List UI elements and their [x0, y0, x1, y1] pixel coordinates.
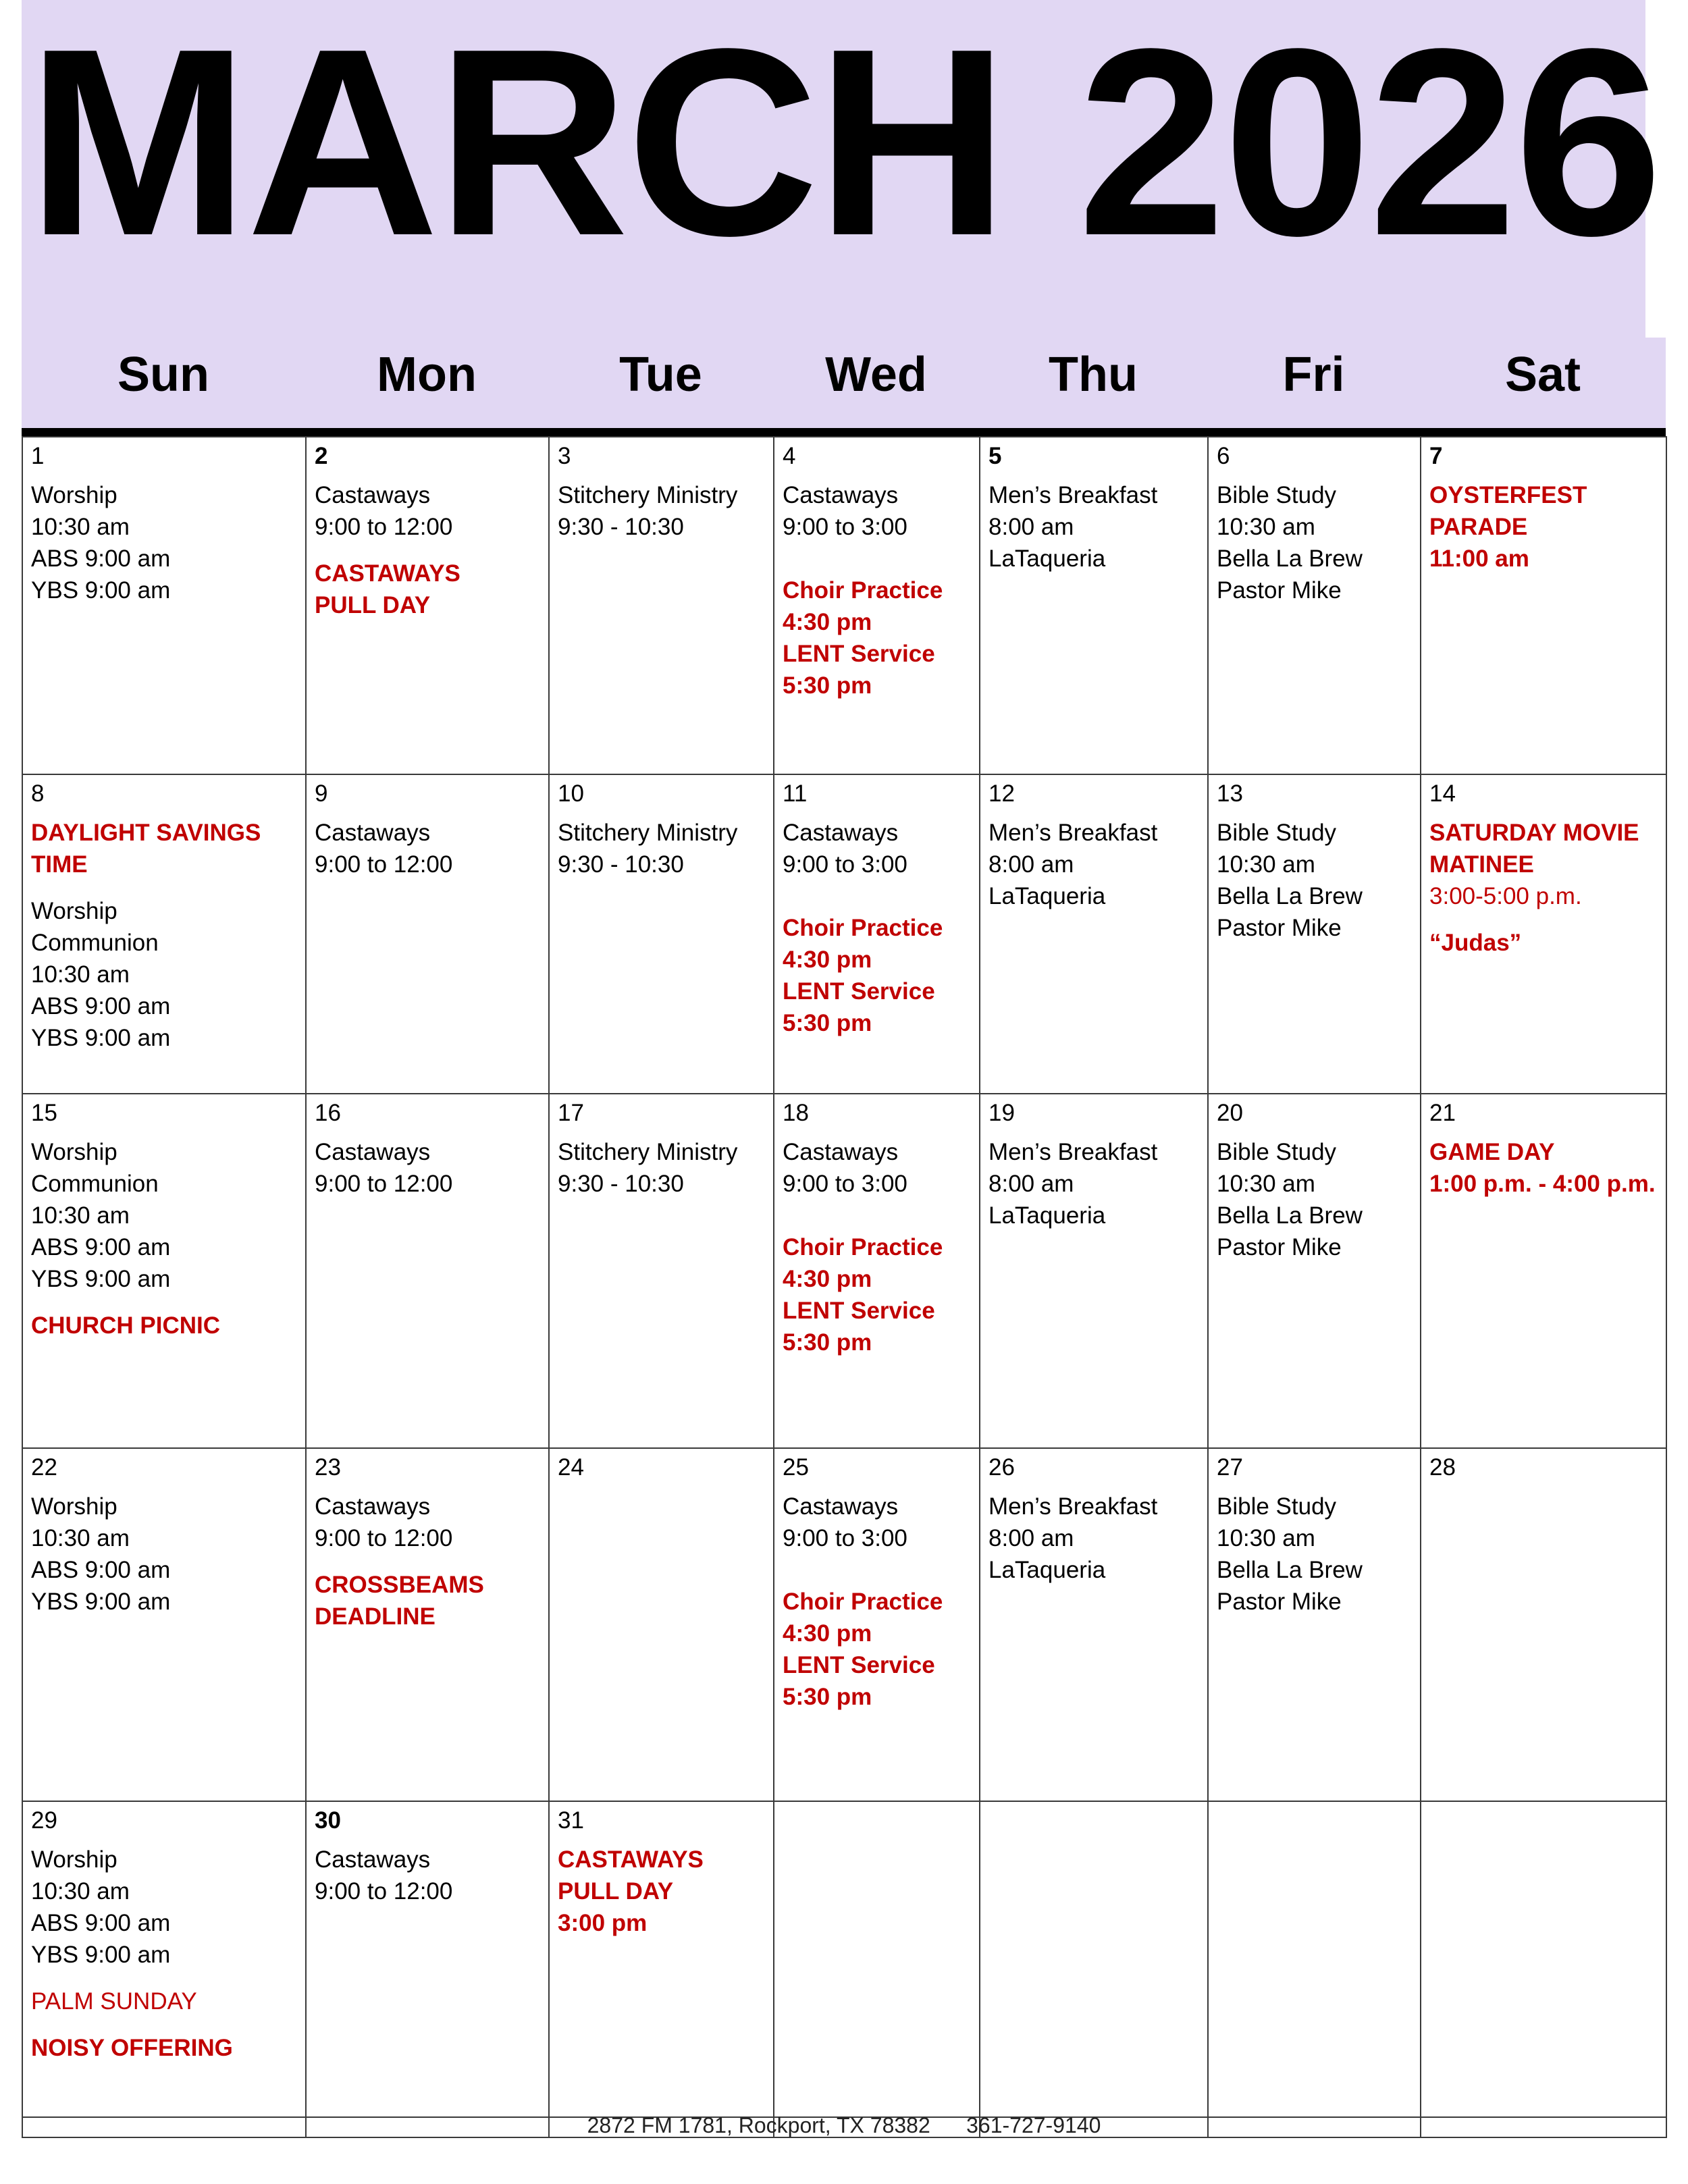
special-event-line: PARADE — [1429, 514, 1528, 540]
week-row — [22, 1094, 1666, 1448]
day-number: 18 — [783, 1100, 809, 1126]
day-number: 20 — [1217, 1100, 1243, 1126]
special-event-line: 5:30 pm — [783, 1329, 872, 1356]
event-line: 9:00 to 3:00 — [783, 851, 907, 878]
day-number — [1429, 1805, 1659, 1844]
event-line: 10:30 am — [1217, 1525, 1315, 1551]
special-event-line: CASTAWAYS — [558, 1846, 704, 1873]
day-number: 6 — [1217, 443, 1230, 469]
spacer — [783, 1554, 972, 1586]
event-line: 9:30 - 10:30 — [558, 851, 684, 878]
church-address: 2872 FM 1781, Rockport, TX 78382 361-727-9140 — [587, 2113, 1101, 2137]
event-line: Men’s Breakfast — [988, 482, 1158, 508]
event-line: Bible Study — [1217, 482, 1337, 508]
day-number: 19 — [988, 1100, 1015, 1126]
day-cell-10 — [549, 774, 774, 1094]
event-line: 9:00 to 3:00 — [783, 1171, 907, 1197]
spacer — [31, 1295, 298, 1310]
day-number: 29 — [31, 1807, 57, 1834]
event-line: Communion — [31, 930, 159, 956]
event-line: Bella La Brew — [1217, 1557, 1363, 1583]
event-line: Castaways — [315, 1139, 431, 1165]
special-event-line: LENT Service — [783, 641, 935, 667]
day-number: 8 — [31, 780, 45, 807]
event-line: Stitchery Ministry — [558, 820, 738, 846]
day-number: 14 — [1429, 780, 1456, 807]
day-number: 28 — [1429, 1454, 1456, 1481]
spacer — [31, 880, 298, 895]
day-cell-16 — [306, 1094, 549, 1448]
week-row — [22, 1801, 1666, 2117]
day-cell-7 — [1421, 437, 1666, 774]
special-event-line: TIME — [31, 851, 88, 878]
day-number: 4 — [783, 443, 796, 469]
event-line: Bible Study — [1217, 1139, 1337, 1165]
day-cell-empty — [980, 1801, 1208, 2117]
event-line: 10:30 am — [1217, 1171, 1315, 1197]
spacer — [783, 1200, 972, 1231]
day-number: 11 — [783, 780, 808, 807]
event-line: 10:30 am — [31, 1202, 130, 1229]
calendar-grid — [22, 436, 1667, 2138]
event-line: LaTaqueria — [988, 1202, 1106, 1229]
page-title: MARCH 2026 — [27, 0, 1660, 291]
special-event-line: Choir Practice — [783, 1589, 943, 1615]
event-line: Castaways — [315, 1846, 431, 1873]
day-number: 10 — [558, 780, 584, 807]
week-row — [22, 437, 1666, 774]
special-event-line: LENT Service — [783, 1652, 935, 1678]
day-cell-25 — [774, 1448, 980, 1801]
day-number: 22 — [31, 1454, 57, 1481]
event-line: YBS 9:00 am — [31, 1589, 171, 1615]
event-line: 9:00 to 12:00 — [315, 851, 453, 878]
spacer — [783, 543, 972, 575]
weekday-fri: Fri — [1282, 348, 1345, 402]
special-event-line: DAYLIGHT SAVINGS — [31, 820, 261, 846]
day-number — [1217, 1805, 1413, 1844]
event-line: 9:30 - 10:30 — [558, 514, 684, 540]
weekday-sat: Sat — [1504, 348, 1581, 402]
weekday-thu: Thu — [1049, 348, 1138, 402]
event-line: 8:00 am — [988, 1525, 1074, 1551]
event-line: 8:00 am — [988, 514, 1074, 540]
day-number: 16 — [315, 1100, 341, 1126]
special-event-line: PULL DAY — [558, 1878, 674, 1905]
special-event-line: SATURDAY MOVIE — [1429, 820, 1639, 846]
day-cell-30 — [306, 1801, 549, 2117]
day-number — [783, 1805, 972, 1844]
event-line: Castaways — [315, 482, 431, 508]
day-cell-12 — [980, 774, 1208, 1094]
event-line: 10:30 am — [31, 514, 130, 540]
day-number: 17 — [558, 1100, 584, 1126]
day-cell-31 — [549, 1801, 774, 2117]
day-number: 26 — [988, 1454, 1015, 1481]
special-event-line: 3:00-5:00 p.m. — [1429, 883, 1582, 909]
day-cell-empty — [1208, 1801, 1421, 2117]
special-event-line: MATINEE — [1429, 851, 1534, 878]
day-cell-29 — [22, 1801, 306, 2117]
event-line: 9:00 to 12:00 — [315, 514, 453, 540]
spacer — [783, 880, 972, 912]
event-line: 9:00 to 3:00 — [783, 1525, 907, 1551]
event-line: Castaways — [783, 1493, 899, 1520]
special-event-line: LENT Service — [783, 978, 935, 1005]
event-line: Bella La Brew — [1217, 1202, 1363, 1229]
weekday-sun: Sun — [117, 348, 209, 402]
day-cell-24 — [549, 1448, 774, 1801]
event-line: 9:30 - 10:30 — [558, 1171, 684, 1197]
event-line: Pastor Mike — [1217, 1234, 1342, 1260]
event-line: Castaways — [783, 482, 899, 508]
day-number — [988, 1805, 1201, 1844]
spacer — [31, 1971, 298, 1986]
special-event-line: Choir Practice — [783, 915, 943, 941]
day-number: 1 — [31, 443, 45, 469]
event-line: 10:30 am — [31, 1878, 130, 1905]
special-event-line: PALM SUNDAY — [31, 1988, 197, 2015]
week-row — [22, 774, 1666, 1094]
day-cell-empty — [774, 1801, 980, 2117]
event-line: Men’s Breakfast — [988, 1139, 1158, 1165]
special-event-line: CROSSBEAMS — [315, 1572, 484, 1598]
day-number: 5 — [988, 443, 1002, 469]
day-cell-23 — [306, 1448, 549, 1801]
event-line: 10:30 am — [31, 1525, 130, 1551]
day-number: 23 — [315, 1454, 341, 1481]
day-cell-18 — [774, 1094, 980, 1448]
event-line: Worship — [31, 1846, 117, 1873]
weekday-wed: Wed — [825, 348, 927, 402]
day-number: 25 — [783, 1454, 809, 1481]
day-number: 7 — [1429, 443, 1443, 469]
day-cell-5 — [980, 437, 1208, 774]
event-line: Worship — [31, 1139, 117, 1165]
event-line: Worship — [31, 898, 117, 924]
event-line: Men’s Breakfast — [988, 820, 1158, 846]
special-event-line: 4:30 pm — [783, 609, 872, 635]
event-line: ABS 9:00 am — [31, 1234, 171, 1260]
day-number: 27 — [1217, 1454, 1243, 1481]
day-cell-20 — [1208, 1094, 1421, 1448]
event-line: LaTaqueria — [988, 545, 1106, 572]
day-number: 13 — [1217, 780, 1243, 807]
event-line: YBS 9:00 am — [31, 1266, 171, 1292]
weekday-mon: Mon — [377, 348, 477, 402]
day-cell-19 — [980, 1094, 1208, 1448]
special-event-line: 5:30 pm — [783, 1010, 872, 1036]
day-cell-17 — [549, 1094, 774, 1448]
day-cell-28 — [1421, 1448, 1666, 1801]
special-event-line: 1:00 p.m. - 4:00 p.m. — [1429, 1171, 1656, 1197]
day-number: 3 — [558, 443, 571, 469]
spacer — [315, 1554, 542, 1569]
day-cell-6 — [1208, 437, 1421, 774]
special-event-line: DEADLINE — [315, 1603, 436, 1630]
event-line: 8:00 am — [988, 851, 1074, 878]
event-line: Pastor Mike — [1217, 915, 1342, 941]
day-cell-14 — [1421, 774, 1666, 1094]
special-event-line: Choir Practice — [783, 1234, 943, 1260]
day-cell-21 — [1421, 1094, 1666, 1448]
event-line: ABS 9:00 am — [31, 993, 171, 1019]
day-cell-13 — [1208, 774, 1421, 1094]
day-number: 9 — [315, 780, 328, 807]
day-number: 30 — [315, 1807, 341, 1834]
day-number: 2 — [315, 443, 328, 469]
event-line: 10:30 am — [31, 961, 130, 988]
event-line: 8:00 am — [988, 1171, 1074, 1197]
event-line: 9:00 to 12:00 — [315, 1525, 453, 1551]
event-line: Pastor Mike — [1217, 1589, 1342, 1615]
special-event-line: 3:00 pm — [558, 1910, 648, 1936]
special-event-line: GAME DAY — [1429, 1139, 1555, 1165]
event-line: Worship — [31, 1493, 117, 1520]
event-line: LaTaqueria — [988, 1557, 1106, 1583]
day-cell-9 — [306, 774, 549, 1094]
event-line: Castaways — [315, 820, 431, 846]
event-line: YBS 9:00 am — [31, 1025, 171, 1051]
day-cell-4 — [774, 437, 980, 774]
event-line: 9:00 to 3:00 — [783, 514, 907, 540]
special-event-line: LENT Service — [783, 1298, 935, 1324]
event-line: Men’s Breakfast — [988, 1493, 1158, 1520]
event-line: Communion — [31, 1171, 159, 1197]
event-line: YBS 9:00 am — [31, 1942, 171, 1968]
event-line: Castaways — [315, 1493, 431, 1520]
spacer — [315, 543, 542, 558]
special-event-line: 5:30 pm — [783, 1684, 872, 1710]
day-cell-1 — [22, 437, 306, 774]
special-event-line: 5:30 pm — [783, 672, 872, 699]
special-event-line: PULL DAY — [315, 592, 431, 618]
special-event-line: OYSTERFEST — [1429, 482, 1587, 508]
event-line: 10:30 am — [1217, 851, 1315, 878]
special-event-line: CASTAWAYS — [315, 560, 460, 587]
special-event-line: 4:30 pm — [783, 1266, 872, 1292]
event-line: Bella La Brew — [1217, 883, 1363, 909]
day-number: 21 — [1429, 1100, 1456, 1126]
special-event-line: CHURCH PICNIC — [31, 1312, 220, 1339]
special-event-line: NOISY OFFERING — [31, 2035, 233, 2061]
weekday-tue: Tue — [619, 348, 702, 402]
event-line: Pastor Mike — [1217, 577, 1342, 604]
event-line: 9:00 to 12:00 — [315, 1878, 453, 1905]
day-cell-27 — [1208, 1448, 1421, 1801]
day-number: 12 — [988, 780, 1015, 807]
event-line: LaTaqueria — [988, 883, 1106, 909]
event-line: Stitchery Ministry — [558, 482, 738, 508]
special-event-line: 4:30 pm — [783, 947, 872, 973]
event-line: Stitchery Ministry — [558, 1139, 738, 1165]
day-cell-11 — [774, 774, 980, 1094]
event-line: Bella La Brew — [1217, 545, 1363, 572]
day-number: 24 — [558, 1454, 584, 1481]
special-event-line: 11:00 am — [1429, 545, 1529, 572]
event-line: 10:30 am — [1217, 514, 1315, 540]
event-line: Bible Study — [1217, 820, 1337, 846]
day-cell-3 — [549, 437, 774, 774]
spacer — [31, 2017, 298, 2032]
event-line: Castaways — [783, 820, 899, 846]
event-line: YBS 9:00 am — [31, 577, 171, 604]
special-event-line: Choir Practice — [783, 577, 943, 604]
event-line: ABS 9:00 am — [31, 1557, 171, 1583]
day-cell-8 — [22, 774, 306, 1094]
event-line: Bible Study — [1217, 1493, 1337, 1520]
special-event-line: 4:30 pm — [783, 1620, 872, 1647]
day-cell-2 — [306, 437, 549, 774]
day-cell-empty — [1421, 1801, 1666, 2117]
day-cell-22 — [22, 1448, 306, 1801]
week-row — [22, 1448, 1666, 1801]
event-line: Worship — [31, 482, 117, 508]
spacer — [1429, 912, 1659, 927]
day-number: 31 — [558, 1807, 584, 1834]
event-line: ABS 9:00 am — [31, 1910, 171, 1936]
event-line: ABS 9:00 am — [31, 545, 171, 572]
day-cell-15 — [22, 1094, 306, 1448]
special-event-line: “Judas” — [1429, 930, 1522, 956]
event-line: 9:00 to 12:00 — [315, 1171, 453, 1197]
day-number: 15 — [31, 1100, 57, 1126]
event-line: Castaways — [783, 1139, 899, 1165]
day-cell-26 — [980, 1448, 1208, 1801]
